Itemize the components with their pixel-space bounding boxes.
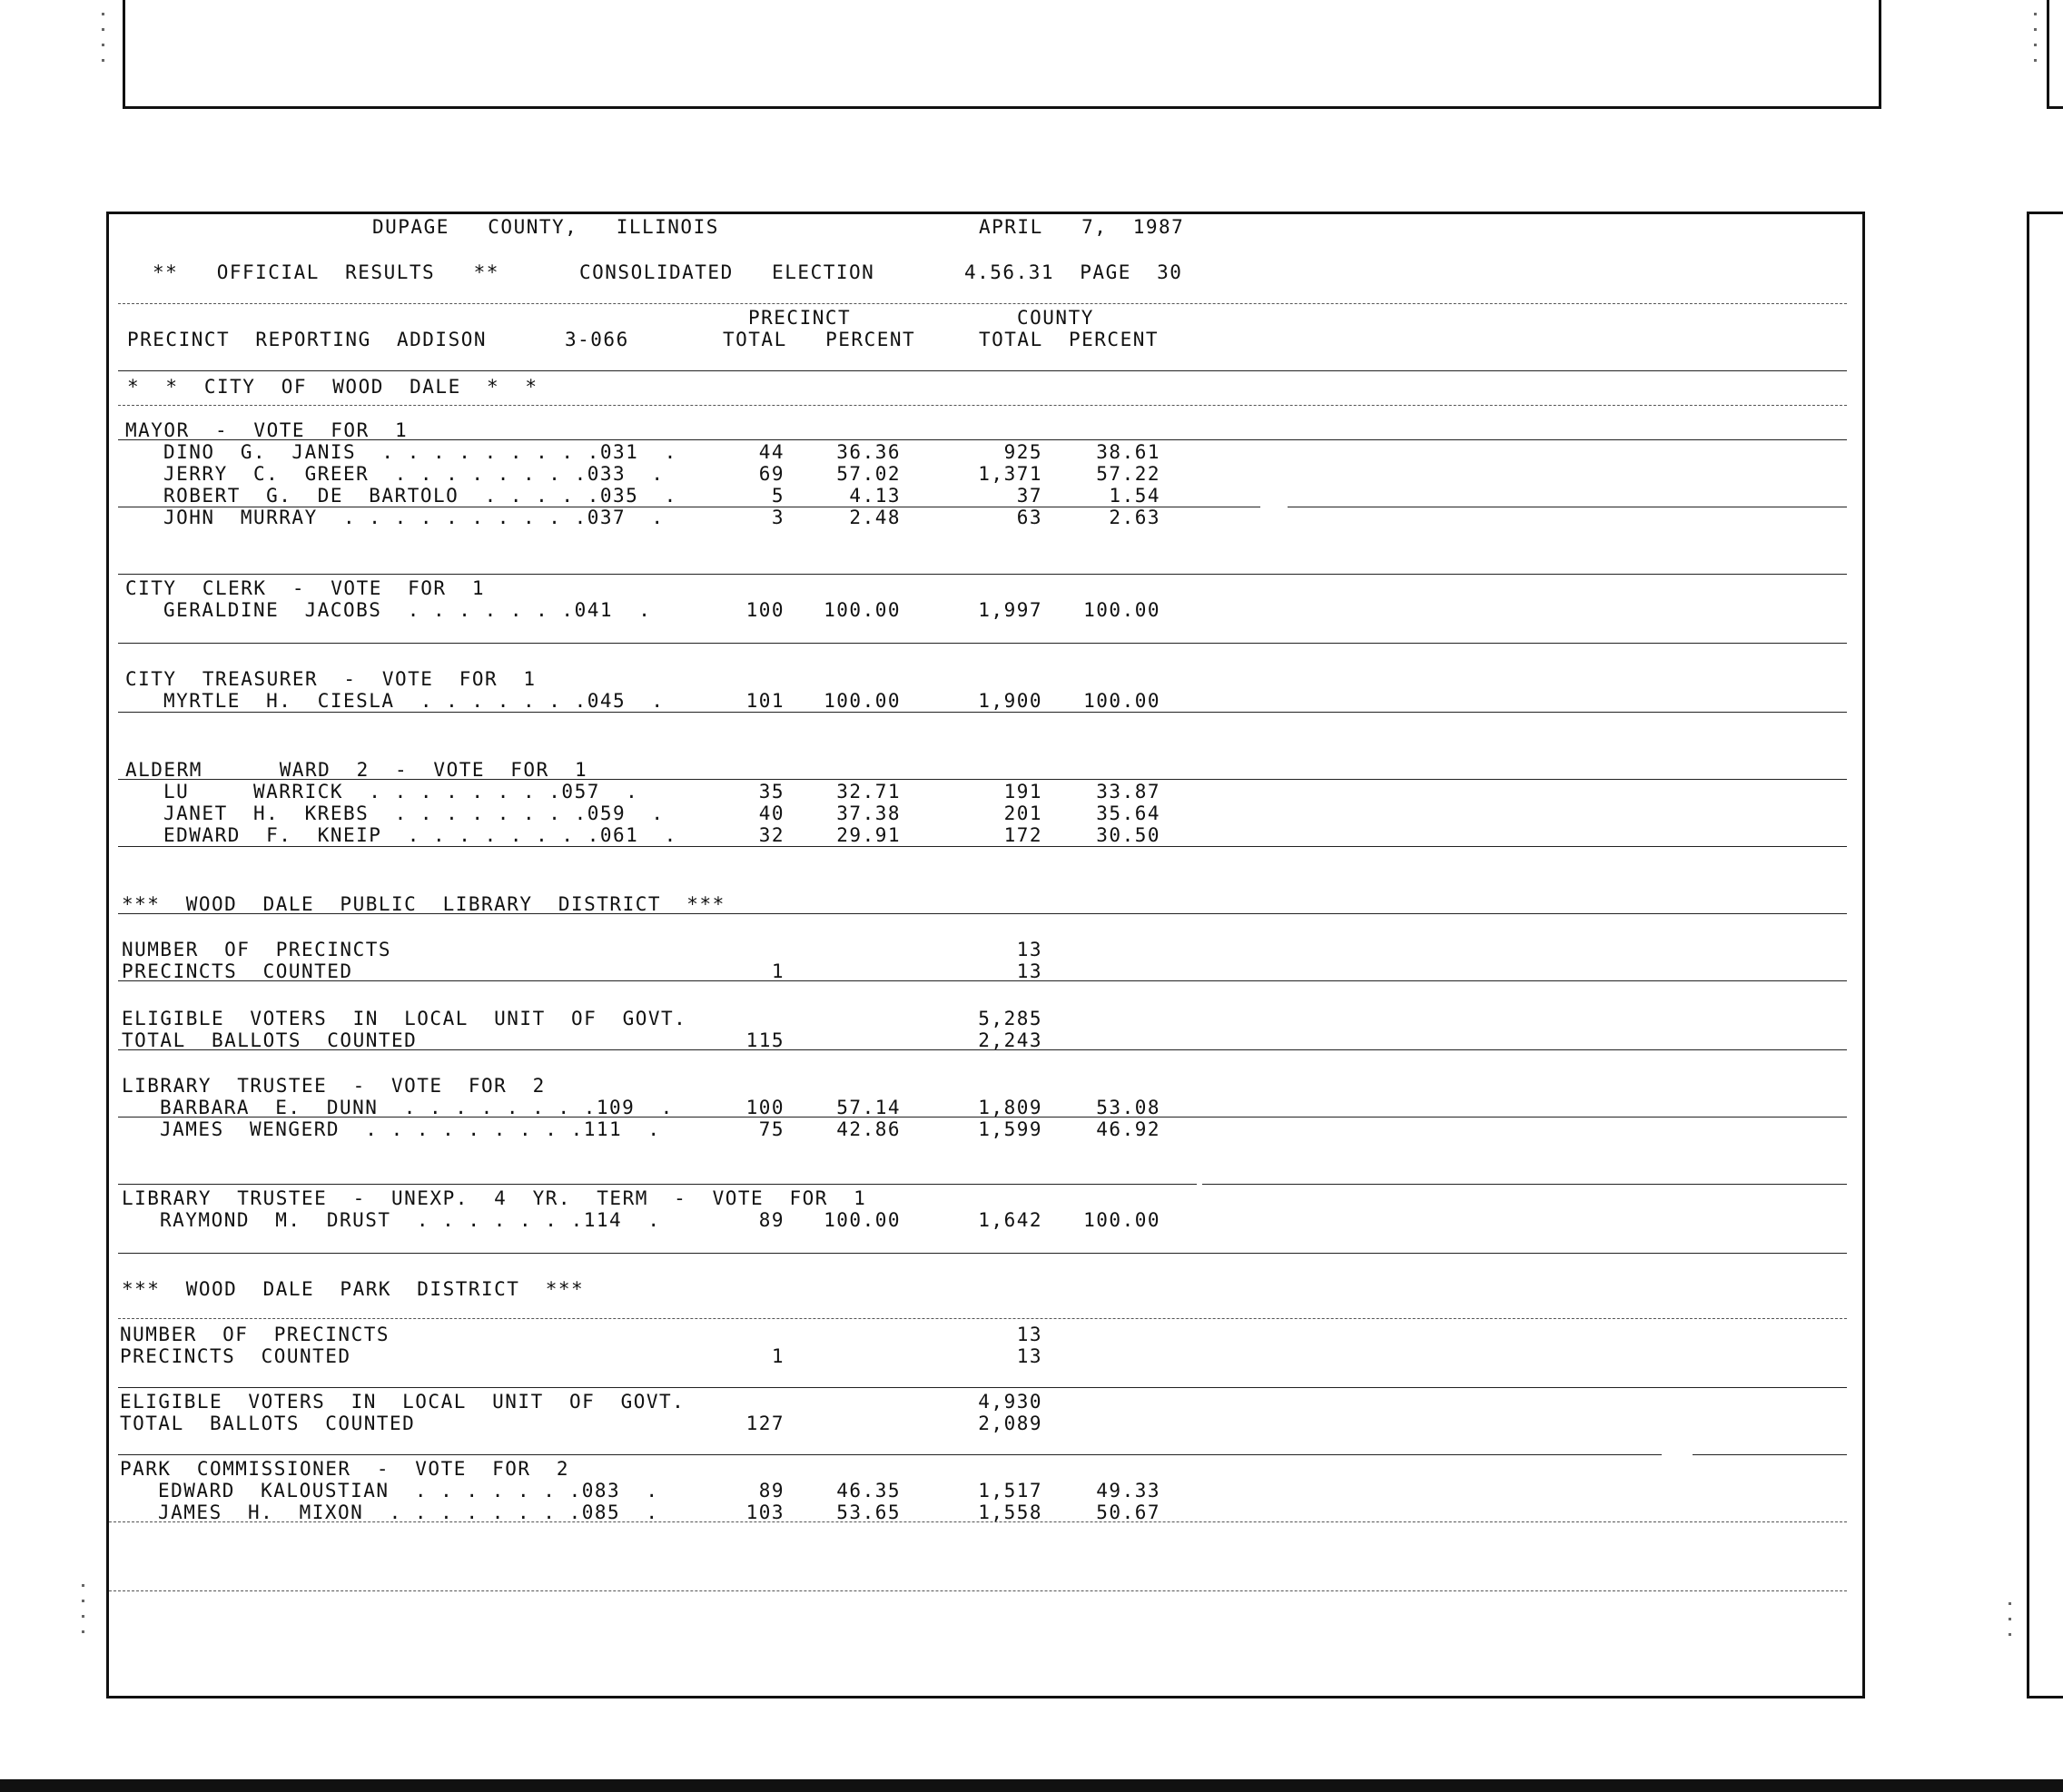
precinct-total: 35 bbox=[758, 781, 785, 802]
precinct-total: 100 bbox=[745, 599, 785, 621]
election-type: CONSOLIDATED ELECTION bbox=[579, 261, 875, 283]
county-column-headers: TOTAL PERCENT bbox=[979, 329, 1160, 350]
bottom-border bbox=[0, 1779, 2063, 1792]
eligible-voters-label: ELIGIBLE VOTERS IN LOCAL UNIT OF GOVT. bbox=[122, 1008, 687, 1029]
candidate-name: LU WARRICK . . . . . . . .057 . bbox=[163, 781, 639, 802]
election-date: APRIL 7, 1987 bbox=[979, 216, 1185, 238]
county-total: 201 bbox=[1003, 802, 1042, 824]
eligible-voters-county: 4,930 bbox=[978, 1391, 1042, 1413]
precinct-percent: 100.00 bbox=[824, 599, 901, 621]
divider bbox=[118, 574, 1847, 575]
county-total: 1,599 bbox=[978, 1118, 1042, 1140]
county-percent: 30.50 bbox=[1096, 824, 1160, 846]
candidate-name: RAYMOND M. DRUST . . . . . . .114 . bbox=[160, 1209, 661, 1231]
candidate-name: JANET H. KREBS . . . . . . . .059 . bbox=[163, 802, 665, 824]
precincts-counted-county: 13 bbox=[1016, 1345, 1042, 1367]
county-percent: 100.00 bbox=[1083, 690, 1160, 712]
precinct-total: 101 bbox=[745, 690, 785, 712]
county-percent: 53.08 bbox=[1096, 1097, 1160, 1118]
total-ballots-county: 2,243 bbox=[978, 1029, 1042, 1051]
county-percent: 38.61 bbox=[1096, 441, 1160, 463]
precinct-code: 3-066 bbox=[565, 329, 629, 350]
precinct-percent: 42.86 bbox=[836, 1118, 901, 1140]
county-percent: 2.63 bbox=[1109, 507, 1160, 528]
divider bbox=[118, 846, 1847, 847]
county-percent: 100.00 bbox=[1083, 599, 1160, 621]
number-of-precincts-county: 13 bbox=[1016, 939, 1042, 960]
divider bbox=[118, 303, 1847, 304]
candidate-name: EDWARD KALOUSTIAN . . . . . . .083 . bbox=[158, 1480, 659, 1502]
precinct-total: 75 bbox=[758, 1118, 785, 1140]
divider bbox=[118, 439, 1847, 440]
divider bbox=[118, 1318, 1847, 1319]
candidate-name: EDWARD F. KNEIP . . . . . . . .061 . bbox=[163, 824, 677, 846]
precinct-percent: 46.35 bbox=[836, 1480, 901, 1502]
city-section-title: * * CITY OF WOOD DALE * * bbox=[127, 376, 538, 398]
divider bbox=[118, 913, 1847, 914]
divider bbox=[118, 980, 1847, 981]
precinct-total: 69 bbox=[758, 463, 785, 485]
divider bbox=[118, 370, 1847, 371]
precinct-percent: 57.02 bbox=[836, 463, 901, 485]
county-total: 1,558 bbox=[978, 1502, 1042, 1523]
precinct-reporting-label: PRECINCT REPORTING ADDISON bbox=[127, 329, 488, 350]
total-ballots-county: 2,089 bbox=[978, 1413, 1042, 1434]
precinct-percent: 57.14 bbox=[836, 1097, 901, 1118]
precinct-total: 103 bbox=[745, 1502, 785, 1523]
precincts-counted-label: PRECINCTS COUNTED bbox=[122, 960, 353, 982]
precinct-percent: 53.65 bbox=[836, 1502, 901, 1523]
total-ballots-precinct: 115 bbox=[745, 1029, 785, 1051]
divider bbox=[109, 1521, 1847, 1522]
divider bbox=[1202, 1184, 1847, 1185]
county-percent: 33.87 bbox=[1096, 781, 1160, 802]
candidate-name: MYRTLE H. CIESLA . . . . . . .045 . bbox=[163, 690, 665, 712]
number-of-precincts-label: NUMBER OF PRECINCTS bbox=[122, 939, 392, 960]
county-group-header: COUNTY bbox=[1017, 307, 1094, 329]
divider bbox=[118, 1454, 1662, 1455]
precincts-counted-label: PRECINCTS COUNTED bbox=[120, 1345, 351, 1367]
precinct-total: 100 bbox=[745, 1097, 785, 1118]
library-section-title: *** WOOD DALE PUBLIC LIBRARY DISTRICT *** bbox=[122, 893, 726, 915]
right-report-frame bbox=[2027, 212, 2063, 1698]
precinct-total: 5 bbox=[771, 485, 785, 507]
divider bbox=[118, 1184, 1197, 1185]
county-total: 37 bbox=[1016, 485, 1042, 507]
candidate-name: JAMES H. MIXON . . . . . . . .085 . bbox=[158, 1502, 659, 1523]
number-of-precincts-county: 13 bbox=[1016, 1324, 1042, 1345]
county-total: 1,809 bbox=[978, 1097, 1042, 1118]
county-total: 1,997 bbox=[978, 599, 1042, 621]
candidate-name: BARBARA E. DUNN . . . . . . . .109 . bbox=[160, 1097, 674, 1118]
precinct-percent: 4.13 bbox=[849, 485, 901, 507]
county-percent: 46.92 bbox=[1096, 1118, 1160, 1140]
precinct-percent: 37.38 bbox=[836, 802, 901, 824]
county-total: 1,642 bbox=[978, 1209, 1042, 1231]
right-top-frame bbox=[2047, 0, 2063, 109]
number-of-precincts-label: NUMBER OF PRECINCTS bbox=[120, 1324, 390, 1345]
county-heading: DUPAGE COUNTY, ILLINOIS bbox=[372, 216, 719, 238]
park-section-title: *** WOOD DALE PARK DISTRICT *** bbox=[122, 1278, 585, 1300]
precinct-total: 40 bbox=[758, 802, 785, 824]
precincts-counted-precinct: 1 bbox=[771, 1345, 785, 1367]
eligible-voters-label: ELIGIBLE VOTERS IN LOCAL UNIT OF GOVT. bbox=[120, 1391, 686, 1413]
race-title-library-trustee: LIBRARY TRUSTEE - VOTE FOR 2 bbox=[122, 1075, 546, 1097]
candidate-name: GERALDINE JACOBS . . . . . . .041 . bbox=[163, 599, 652, 621]
county-percent: 35.64 bbox=[1096, 802, 1160, 824]
precinct-total: 3 bbox=[771, 507, 785, 528]
candidate-name: DINO G. JANIS . . . . . . . . .031 . bbox=[163, 441, 677, 463]
precinct-total: 44 bbox=[758, 441, 785, 463]
precinct-percent: 29.91 bbox=[836, 824, 901, 846]
precinct-group-header: PRECINCT bbox=[748, 307, 852, 329]
precinct-percent: 100.00 bbox=[824, 1209, 901, 1231]
race-title-park-commissioner: PARK COMMISSIONER - VOTE FOR 2 bbox=[120, 1458, 570, 1480]
precinct-percent: 2.48 bbox=[849, 507, 901, 528]
county-total: 1,371 bbox=[978, 463, 1042, 485]
county-total: 191 bbox=[1003, 781, 1042, 802]
total-ballots-precinct: 127 bbox=[745, 1413, 785, 1434]
divider bbox=[118, 1049, 1847, 1050]
county-percent: 50.67 bbox=[1096, 1502, 1160, 1523]
race-title-alderman: ALDERM WARD 2 - VOTE FOR 1 bbox=[125, 759, 588, 781]
precinct-percent: 32.71 bbox=[836, 781, 901, 802]
county-total: 63 bbox=[1016, 507, 1042, 528]
race-title-mayor: MAYOR - VOTE FOR 1 bbox=[125, 419, 409, 441]
race-title-city-treasurer: CITY TREASURER - VOTE FOR 1 bbox=[125, 668, 537, 690]
county-percent: 1.54 bbox=[1109, 485, 1160, 507]
candidate-name: JERRY C. GREER . . . . . . . .033 . bbox=[163, 463, 665, 485]
candidate-name: ROBERT G. DE BARTOLO . . . . .035 . bbox=[163, 485, 677, 507]
county-percent: 100.00 bbox=[1083, 1209, 1160, 1231]
county-percent: 57.22 bbox=[1096, 463, 1160, 485]
county-total: 1,517 bbox=[978, 1480, 1042, 1502]
race-title-library-trustee-unexpired: LIBRARY TRUSTEE - UNEXP. 4 YR. TERM - VOTE FOR 1 bbox=[122, 1187, 867, 1209]
county-total: 1,900 bbox=[978, 690, 1042, 712]
official-results-label: ** OFFICIAL RESULTS ** bbox=[153, 261, 499, 283]
left-edge-marks bbox=[102, 13, 105, 74]
total-ballots-label: TOTAL BALLOTS COUNTED bbox=[120, 1413, 416, 1434]
candidate-name: JOHN MURRAY . . . . . . . . . .037 . bbox=[163, 507, 665, 528]
precinct-column-headers: TOTAL PERCENT bbox=[723, 329, 916, 350]
precinct-total: 89 bbox=[758, 1209, 785, 1231]
precinct-percent: 100.00 bbox=[824, 690, 901, 712]
county-percent: 49.33 bbox=[1096, 1480, 1160, 1502]
right-edge-marks-lower bbox=[2009, 1602, 2012, 1649]
divider bbox=[109, 1590, 1847, 1591]
precincts-counted-county: 13 bbox=[1016, 960, 1042, 982]
divider bbox=[118, 1117, 1847, 1118]
top-frame bbox=[123, 0, 1881, 109]
right-edge-marks bbox=[2034, 13, 2038, 74]
precinct-percent: 36.36 bbox=[836, 441, 901, 463]
candidate-name: JAMES WENGERD . . . . . . . . .111 . bbox=[160, 1118, 661, 1140]
divider bbox=[118, 643, 1847, 644]
divider bbox=[118, 712, 1847, 713]
divider bbox=[118, 405, 1847, 406]
precinct-total: 32 bbox=[758, 824, 785, 846]
precinct-total: 89 bbox=[758, 1480, 785, 1502]
county-total: 172 bbox=[1003, 824, 1042, 846]
divider bbox=[118, 779, 1847, 780]
precincts-counted-precinct: 1 bbox=[771, 960, 785, 982]
divider bbox=[1693, 1454, 1847, 1455]
race-title-city-clerk: CITY CLERK - VOTE FOR 1 bbox=[125, 577, 486, 599]
divider bbox=[118, 1253, 1847, 1254]
time-and-page: 4.56.31 PAGE 30 bbox=[964, 261, 1183, 283]
eligible-voters-county: 5,285 bbox=[978, 1008, 1042, 1029]
total-ballots-label: TOTAL BALLOTS COUNTED bbox=[122, 1029, 418, 1051]
county-total: 925 bbox=[1003, 441, 1042, 463]
divider bbox=[118, 1387, 1847, 1388]
left-edge-marks-lower bbox=[82, 1584, 85, 1646]
